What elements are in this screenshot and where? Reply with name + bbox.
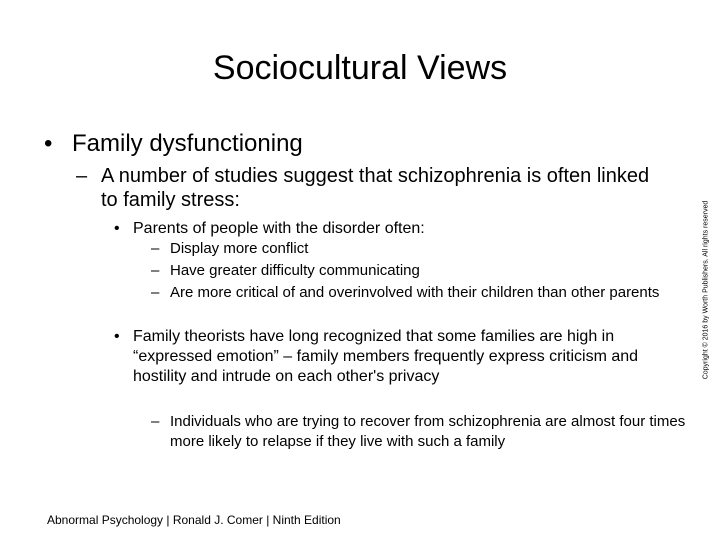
bullet-text: Are more critical of and overinvolved with their children than other parents — [170, 284, 660, 301]
bullet-dot-icon: • — [114, 328, 120, 345]
bullet-level-4 — [151, 261, 681, 281]
bullet-text: Display more conflict — [170, 240, 309, 257]
slide-footer: Abnormal Psychology | Ronald J. Comer | Ninth Edition — [47, 513, 341, 527]
bullet-text: Family theorists have long recognized that some families are high in “expressed emotion” – family members frequently express criticism and hostility and intrude on each other's privacy — [133, 328, 639, 385]
bullet-text: Family dysfunctioning — [72, 130, 303, 157]
bullet-dash-icon: – — [76, 165, 88, 187]
bullet-text: Have greater difficulty communicating — [170, 262, 420, 279]
copyright-notice: Copyright © 2016 by Worth Publishers. All rights reserved — [702, 200, 710, 380]
bullet-text: Individuals who are trying to recover from schizophrenia are almost four times more likely to relapse if they live with such a family — [170, 413, 686, 450]
slide-title: Sociocultural Views — [212, 49, 508, 87]
bullet-dash-icon: – — [151, 262, 160, 279]
bullet-text: Parents of people with the disorder often: — [133, 220, 425, 237]
bullet-level-4 — [151, 239, 681, 259]
bullet-level-3 — [114, 327, 649, 387]
bullet-dot-icon: • — [44, 130, 53, 157]
bullet-text: A number of studies suggest that schizophrenia is often linked to family stress: — [101, 165, 650, 211]
bullet-dash-icon: – — [151, 413, 160, 430]
bullet-level-4 — [151, 283, 681, 303]
bullet-level-4 — [151, 412, 691, 452]
bullet-dot-icon: • — [114, 220, 120, 237]
bullet-level-3 — [114, 219, 674, 239]
bullet-dash-icon: – — [151, 240, 160, 257]
bullet-level-1 — [44, 129, 664, 159]
bullet-dash-icon: – — [151, 284, 160, 301]
bullet-level-2 — [76, 164, 666, 212]
